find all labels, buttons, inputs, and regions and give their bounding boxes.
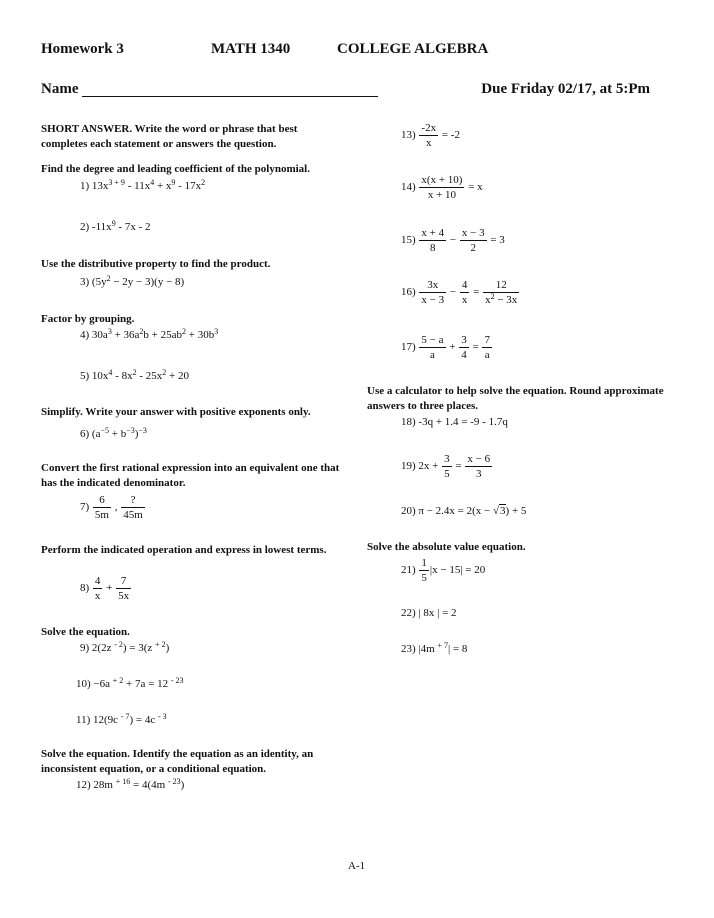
absolute-instruction: Solve the absolute value equation.	[367, 541, 526, 553]
short-answer-instruction: SHORT ANSWER. Write the word or phrase that best completes each statement or answers the question.	[41, 123, 298, 150]
problem-number: 8)	[80, 582, 90, 595]
problem-number: 4)	[80, 329, 90, 341]
problem-15: 15) $\frac{x + 4}{8}$ − $\frac{x - 3}{2}$ = 3	[401, 227, 505, 254]
problem-1: 1) $13x^{3 + 9} - 11x^4 + x^9 - 17x^2$	[80, 178, 206, 192]
fraction: $\frac{6}{5m}$	[94, 494, 109, 521]
problem-4: 4) $30a^3 + 36a^2b + 25ab^2 + 30b^3$	[80, 327, 219, 341]
problem-number: 21)	[401, 564, 416, 577]
problem-20: 20) π − 2.4x = 2(x − √3) + 5	[401, 505, 527, 517]
problem-number: 18)	[401, 416, 416, 428]
grouping-instruction: Factor by grouping.	[41, 313, 135, 325]
problem-number: 16)	[401, 286, 416, 299]
problem-9: 9) 2(2z $^{- 2}$) = 3(z $^{+ 2}$)	[80, 640, 170, 654]
operation-instruction: Perform the indicated operation and express in lowest terms.	[41, 544, 327, 556]
degree-instruction: Find the degree and leading coefficient of the polynomial.	[41, 163, 310, 175]
problem-13: 13) $\frac{-2x}{x}$ = -2	[401, 122, 460, 149]
fraction: $\frac{4}{x}$	[461, 279, 468, 306]
problem-2: 2) $-11x^9 - 7x - 2$	[80, 219, 151, 233]
name-line	[82, 96, 378, 97]
fraction: $\frac{5 - a}{a}$	[421, 334, 444, 361]
name-label: Name	[41, 81, 79, 97]
problem-number: 17)	[401, 341, 416, 354]
problem-number: 13)	[401, 129, 416, 142]
homework-title: Homework 3	[41, 41, 124, 57]
course-subject: COLLEGE ALGEBRA	[337, 41, 489, 57]
problem-number: 9)	[80, 642, 90, 654]
fraction: $\frac{3}{5}$	[444, 453, 450, 480]
problem-8: 8) $\frac{4}{x}$ + $\frac{7}{5x}$	[80, 575, 130, 602]
problem-23: 23) |4m $^{+ 7}$| = 8	[401, 641, 468, 655]
problem-number: 14)	[401, 181, 416, 194]
fraction: $\frac{-2x}{x}$	[421, 122, 437, 149]
calculator-instruction: Use a calculator to help solve the equation. Round approximate answers to three places.	[367, 385, 664, 412]
simplify-instruction: Simplify. Write your answer with positive exponents only.	[41, 406, 311, 418]
fraction: $\frac{7}{a}$	[484, 334, 490, 361]
fraction: $\frac{1}{5}$	[421, 557, 427, 584]
problem-17: 17) $\frac{5 - a}{a}$ + $\frac{3}{4}$ = $\frac{7}{a}$	[401, 334, 490, 361]
problem-number: 23)	[401, 643, 416, 655]
problem-3: 3) $(5y^2 - 2y - 3)(y - 8)$	[80, 274, 185, 288]
problem-number: 6)	[80, 428, 90, 440]
convert-instruction: Convert the first rational expression into an equivalent one that has the indicated denominator.	[41, 462, 340, 489]
problem-number: 7)	[80, 501, 90, 514]
fraction: $\frac{3}{4}$	[461, 334, 467, 361]
problem-number: 15)	[401, 234, 416, 247]
page-number: A-1	[348, 860, 366, 872]
fraction: $\frac{7}{5x}$	[118, 575, 130, 602]
problem-number: 20)	[401, 505, 416, 517]
problem-number: 10)	[76, 678, 91, 690]
problem-18: 18) -3q + 1.4 = -9 - 1.7q	[401, 416, 508, 428]
fraction: $\frac{x - 3}{2}$	[461, 227, 485, 254]
due-date: Due Friday 02/17, at 5:Pm	[481, 81, 650, 97]
problem-12: 12) 28m $^{+ 16}$ = 4(4m $^{- 23}$)	[76, 777, 185, 791]
fraction: $\frac{4}{x}$	[94, 575, 101, 602]
fraction: $\frac{x + 4}{8}$	[421, 227, 445, 254]
identity-instruction: Solve the equation. Identify the equation as an identity, an inconsistent equation, or a conditional equation.	[41, 748, 314, 775]
fraction: $\frac{3x}{x - 3}$	[421, 279, 445, 306]
problem-number: 1)	[80, 180, 90, 192]
solve-instruction: Solve the equation.	[41, 626, 130, 638]
problem-11: 11) 12(9c $^{- 7}$) = 4c $^{- 3}$	[76, 712, 167, 726]
problem-21: 21) $\frac{1}{5}$ |x − 15| = 20	[401, 557, 486, 584]
distributive-instruction: Use the distributive property to find the product.	[41, 258, 271, 270]
problem-16: 16) $\frac{3x}{x - 3}$ − $\frac{4}{x}$ = $\frac{12}{x^2 - 3x}$	[401, 279, 518, 306]
problem-number: 3)	[80, 276, 90, 288]
problem-7: 7) $\frac{6}{5m}$ , $\frac{?}{45m}$	[80, 494, 143, 521]
problem-number: 2)	[80, 221, 90, 233]
problem-6: 6) $(a^{-5} + b^{-3})^{-3}$	[80, 426, 147, 440]
course-number: MATH 1340	[211, 41, 291, 57]
fraction: $\frac{?}{45m}$	[123, 494, 143, 521]
problem-number: 11)	[76, 714, 91, 726]
problem-number: 22)	[401, 607, 416, 619]
problem-14: 14) $\frac{x(x + 10)}{x + 10}$ = x	[401, 174, 483, 201]
problem-number: 19)	[401, 460, 416, 473]
problem-22: 22) | 8x | = 2	[401, 607, 457, 619]
problem-5: 5) $10x^4 - 8x^2 - 25x^2 + 20$	[80, 368, 189, 382]
problem-19: 19) 2x + $\frac{3}{5}$ = $\frac{x - 6}{3}$	[401, 453, 491, 480]
fraction: $\frac{x - 6}{3}$	[467, 453, 491, 480]
fraction: $\frac{12}{x^2 - 3x}$	[485, 279, 518, 306]
fraction: $\frac{x(x + 10)}{x + 10}$	[421, 174, 463, 201]
problem-number: 5)	[80, 370, 90, 382]
problem-number: 12)	[76, 779, 91, 791]
problem-10: 10) −6a $^{+ 2}$ + 7a = 12 $^{- 23}$	[76, 676, 184, 690]
